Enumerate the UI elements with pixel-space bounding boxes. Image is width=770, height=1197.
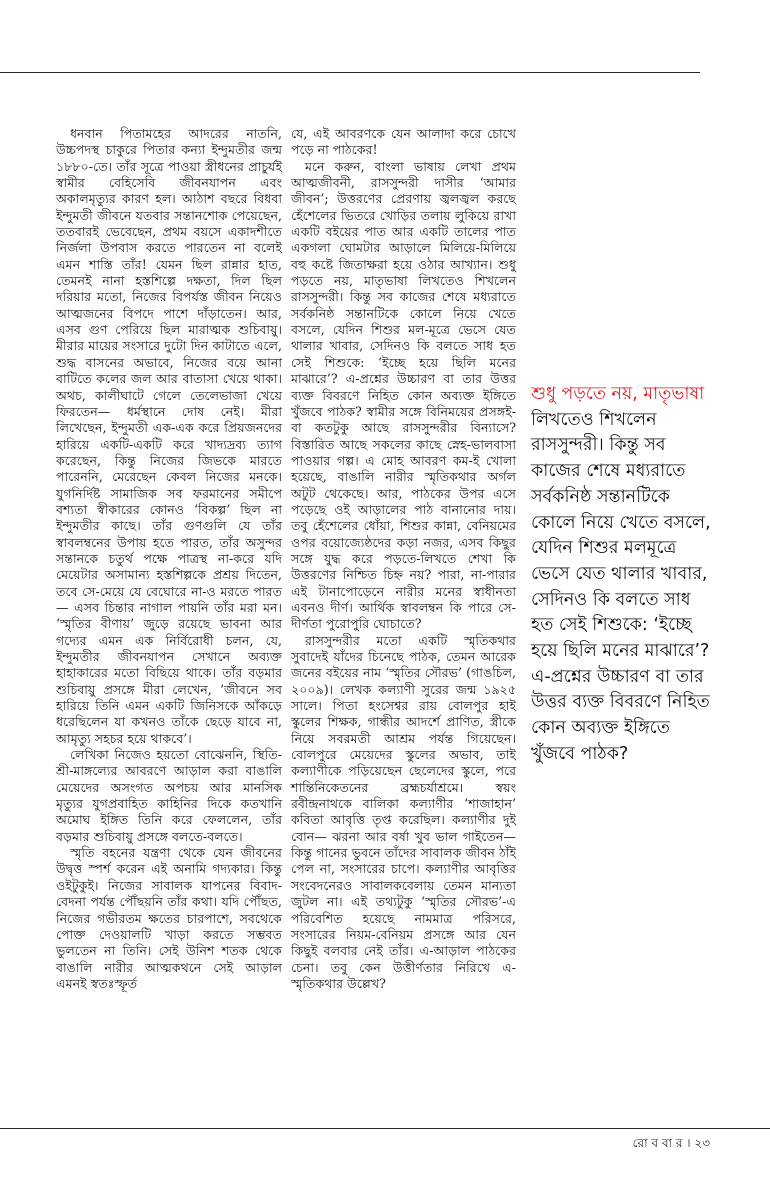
section-name: রো ব বা র — [632, 1136, 683, 1150]
paragraph: মনে করুন, বাংলা ভাষায় লেখা প্রথম আত্মজীবনী, রাসসুন্দরী দাসীর ‘আমার জীবন’; উত্তরণের প্রেরণায় জ্বলজ্বল করছে হেঁশেলের ভিতরে খোড়ির তলায় লুকিয়ে রাখা একটি বইয়ের পাত আর একটি তালের পাত একগলা ঘোমটার আড়ালে মিলিয়ে-মিলিয়ে বহু কষ্টে জিতাক্ষরা হয়ে ওঠার আখ্যান। শুধু পড়তে নয়, মাতৃভাষা লিখতেও শিখলেন রাসসুন্দরী। কিন্তু সব কাজের শেষে মধ্যরাতে সর্বকনিষ্ঠ সন্তানটিকে কোলে নিয়ে খেতে বসলে, যেদিন শিশুর মল-মূত্রে ভেসে যেত থালার খাবার, সেদিনও কি বলতে সাধ হত সেই শিশুকে: ‘ইচ্ছে হয়ে ছিলি মনের মাঝারে’? এ-প্রশ্নের উচ্চারণ বা তার উত্তর ব্যক্ত বিবরণে নিহিত কোন অব্যক্ত ইঙ্গিতে খুঁজবে পাঠক? স্বামীর সঙ্গে বিনিময়ের প্রসঙ্গই-বা কতটুকু আছে রাসসুন্দরীর বিন্যাসে? বিস্তারিত আছে সকলের কাছে স্নেহ-ভালবাসা পাওয়ার গল্প। এ মোহ আবরণ কম-ই খোলা হয়েছে, বাঙালি নারীর স্মৃতিকথার অর্গল অটুট থেকেছে। আর, পাঠকের উপর এসে পড়েছে ওই আড়ালের পাঠ বানানোর দায়। তবু হেঁশেলের ধোঁয়া, শিশুর কান্না, বেনিয়মের ওপর বয়োজ্যেষ্ঠদের কড়া নজর, এসব কিছুর সঙ্গে যুদ্ধ করে পড়তে-লিখতে শেখা কি উত্তরণের নিশ্চিত চিহ্ন নয়? পারা, না-পারার এই টানাপোড়েনে নারীর মনের স্বাধীনতা এবনও দীর্ণ। আর্থিক স্বাবলম্বন কি পারে সে-দীর্ণতা পুরোপুরি ঘোচাতে? — [291, 158, 516, 632]
bottom-rule — [0, 1128, 770, 1129]
paragraph-continued: যে, এই আবরণকে যেন আলাদা করে চোখে পড়ে না পাঠকের! — [291, 126, 516, 158]
page-footer — [633, 1135, 710, 1155]
paragraph: লেখিকা নিজেও হয়তো বোঝেননি, স্থিতি-শ্রী-মাঙ্গল্যের আবরণে আড়াল করা বাঙালি মেয়েদের অসংগত অপচয় আর মানসিক মৃত্যুর যুগপ্রবাহিত কাহিনির দিকে কতখানি অমোঘ ইঙ্গিত তিনি করে ফেললেন, তাঁর বড়মার শুচিবায়ু প্রসঙ্গে বলতে-বলতে। — [56, 747, 282, 844]
article-column-middle — [291, 126, 516, 992]
paragraph: স্মৃতি বহনের যন্ত্রণা থেকে যেন জীবনের উদ্বৃত্ত স্পর্শ করেন এই অনামি গদ্যকার। কিন্তু ওইটুকুই। নিজের সাবালক যাপনের বিবাদ-বেদনা পর্যন্ত পৌঁছয়নি তাঁর কথা। যদি পৌঁছত, নিজের গভীরতম ক্ষতের চারপাশে, সবথেকে পোক্ত দেওয়ালটি খাড়া করতে সম্ভবত ভুলতেন না তিনি। সেই উনিশ শতক থেকে বাঙালি নারীর আত্মকথনে সেই আড়াল এমনই স্বতঃস্ফূর্ত — [56, 845, 282, 991]
paragraph: রাসসুন্দরীর মতো একটি স্মৃতিকথার সুবাদেই যাঁদের চিনেছে পাঠক, তেমন আরেক জনের বইয়ের নাম ‘স্মৃতির সৌরভ’ (গাঙচিল, ২০০৯)। লেখক কল্যাণী সুরের জন্ম ১৯২৫ সালে। পিতা হংসেশ্বর রায় বোলপুর হাই স্কুলের শিক্ষক, গান্ধীর আদর্শে প্রাণিত, স্ত্রীকে নিয়ে সবরমতী আশ্রম পর্যন্ত গিয়েছেন। বোলপুরে মেয়েদের স্কুলের অভাব, তাই কল্যাণীকে পড়িয়েছেন ছেলেদের স্কুলে, পরে শান্তিনিকেতনের ব্রহ্মচর্যাশ্রমে। স্বয়ং রবীন্দ্রনাথকে বালিকা কল্যাণীর ‘শাজাহান’ কবিতা আবৃত্তি তৃপ্ত করেছিল। কল্যাণীর দুই বোন— ঝরনা আর বর্ষা খুব ভাল গাইতেন— কিন্তু গানের ভুবনে তাঁদের সাবালক জীবন ঠাঁই পেল না, সংসারের চাপে। কল্যাণীর আবৃত্তির সংবেদনেরও সাবালকবেলায় তেমন মান্যতা জুটল না। এই তথ্যটুকু ‘স্মৃতির সৌরভ’-এ পরিবেশিত হয়েছে নামমাত্র পরিসরে, সংসারের নিয়ম-বেনিয়ম প্রসঙ্গে আর যেন কিছুই বলবার নেই তাঁর। এ-আড়াল পাঠকের চেনা। তবু কেন উত্তীর্ণতার নিরিখে এ-স্মৃতিকথার উল্লেখ? — [291, 632, 516, 991]
pull-quote-body: লিখতেও শিখলেন রাসসুন্দরী। কিন্তু সব কাজের শেষে মধ্যরাতে সর্বকনিষ্ঠ সন্তানটিকে কোলে নিয়ে খেতে বসলে, যেদিন শিশুর মলমূত্রে ভেসে যেত থালার খাবার, সেদিনও কি বলতে সাধ হত সেই শিশুকে: ‘ইচ্ছে হয়ে ছিলি মনের মাঝারে’? এ-প্রশ্নের উচ্চারণ বা তার উত্তর ব্যক্ত বিবরণে নিহিত কোন অব্যক্ত ইঙ্গিতে খুঁজবে পাঠক? — [531, 409, 711, 764]
pull-quote — [531, 382, 717, 768]
paragraph: ধনবান পিতামহের আদরের নাতনি, উচ্চপদস্থ চাকুরে পিতার কন্যা ইন্দুমতীর জন্ম ১৮৮০-তে। তাঁর সূত্রে পাওয়া স্ত্রীধনের প্রাচুর্যই স্বামীর বেহিসেবি জীবনযাপন এবং অকালমৃত্যুর কারণ হল। আঠাশ বছরে বিধবা ইন্দুমতী জীবনে যতবার সন্তানশোক পেয়েছেন, ততবারই ভেবেছেন, প্রথম বয়সে একাদশীতে নির্জলা উপবাস করতে পারতেন না বলেই এমন শাস্তি তাঁর! যেমন ছিল রান্নার হাত, তেমনই নানা হস্তশিল্পে দক্ষতা, দিল ছিল দরিয়ার মতো, নিজের বিপর্যস্ত জীবন নিয়েও আত্মজনের বিপদে পাশে দাঁড়াতেন। আর, এসব গুণ পেরিয়ে ছিল মারাত্মক শুচিবায়ু। মীরার মায়ের সংসারে দুটো দিন কাটাতে এলে, শুদ্ধ বাসনের অভাবে, নিজের বয়ে আনা বাটিতে কলের জল আর বাতাসা খেয়ে থাকা। অথচ, কালীঘাটে গেলে তেলেভাজা খেয়ে ফিরতেন— ধর্মস্থানে দোষ নেই। মীরা লিখেছেন, ইন্দুমতী এক-এক করে প্রিয়জনদের হারিয়ে একটি-একটি করে খাদ্যদ্রব্য ত্যাগ করেছেন, কিন্তু নিজের জিভকে মারতে পারেননি, মেরেছেন কেবল নিজের মনকে। যুগনির্দিষ্ট সামাজিক সব ফরমানের সমীপে বশ্যতা স্বীকারের কোনও ‘বিকল্প’ ছিল না ইন্দুমতীর কাছে। তাঁর গুণগুলি যে তাঁর স্বাবলম্বনের উপায় হতে পারত, তাঁর অসুন্দর সন্তানকে চতুর্থ পক্ষে পাত্রস্থ না-করে যদি মেয়েটার অসামান্য হস্তশিল্পকে প্রশ্রয় দিতেন, তবে সে-মেয়ে যে বেঘোরে না-ও মরতে পারত— এসব চিন্তার নাগাল পায়নি তাঁর মরা মন। ‘স্মৃতির বীণায়’ জুড়ে রয়েছে ভাবনা আর গদ্যের এমন এক নির্বিরোধী চলন, যে, ইন্দুমতীর জীবনযাপন সেখানে অব্যক্ত হাহাকারের মতো বিছিয়ে থাকে। তাঁর বড়মার শুচিবায়ু প্রসঙ্গে মীরা লেখেন, ‘জীবনে সব হারিয়ে তিনি এমন একটি জিনিসকে আঁকড়ে ধরেছিলেন যা কখনও তাঁকে ছেড়ে যাবে না, আমৃত্যু সহচর হয়ে থাকবে’। — [56, 126, 282, 746]
article-column-left — [56, 126, 282, 992]
footer-separator: । — [686, 1136, 691, 1150]
page-number: ২৩ — [694, 1136, 710, 1150]
top-rule — [0, 72, 700, 73]
pull-quote-lead: শুধু পড়তে নয়, মাতৃভাষা — [531, 384, 705, 404]
